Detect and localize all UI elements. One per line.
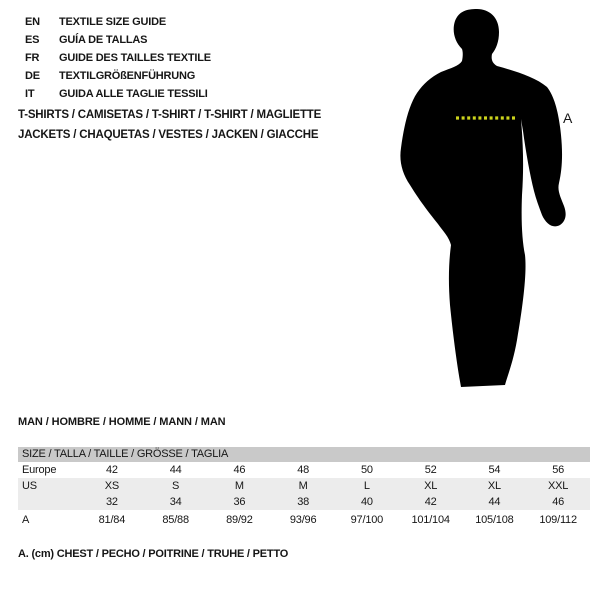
language-row: [25, 85, 211, 103]
language-list: [25, 13, 211, 103]
language-code: IT: [25, 88, 35, 100]
size-cell: 46: [233, 464, 246, 476]
table-row: [18, 478, 590, 494]
size-cell: 109/112: [539, 514, 577, 526]
size-cell: 40: [360, 496, 373, 508]
size-cell: M: [234, 480, 244, 492]
language-code: ES: [25, 34, 40, 46]
measure-label-a: A: [563, 110, 573, 126]
category-lines: [18, 106, 321, 145]
size-cell: 44: [169, 464, 182, 476]
size-cell: 85/88: [162, 514, 189, 526]
language-row: [25, 13, 211, 31]
language-title: GUÍA DE TALLAS: [59, 34, 148, 46]
size-cell: L: [363, 480, 370, 492]
size-cell: 101/104: [411, 514, 450, 526]
size-cell: 46: [552, 496, 565, 508]
language-title: TEXTILE SIZE GUIDE: [59, 16, 167, 28]
size-cell: 50: [360, 464, 373, 476]
size-cell: 93/96: [289, 514, 317, 526]
language-code: FR: [25, 52, 40, 64]
size-cell: 81/84: [98, 514, 126, 526]
size-table: [18, 447, 590, 530]
language-row: [25, 31, 211, 49]
size-cell: 89/92: [226, 514, 253, 526]
row-label: A: [22, 514, 30, 526]
size-table-body: [18, 462, 590, 530]
size-cell: XXL: [548, 480, 569, 492]
table-row: [18, 462, 590, 478]
size-cell: 32: [105, 496, 118, 508]
row-label: [18, 494, 80, 510]
size-cell: XL: [424, 480, 438, 492]
size-table-header: SIZE / TALLA / TAILLE / GRÖSSE / TAGLIA: [18, 447, 590, 462]
size-cell: 56: [552, 464, 565, 476]
size-cell: 42: [105, 464, 118, 476]
man-figure: [393, 5, 583, 390]
size-cell: 48: [297, 464, 310, 476]
size-cell: 42: [424, 496, 437, 508]
size-cell: M: [298, 480, 308, 492]
language-row: [25, 67, 211, 85]
language-code: DE: [25, 70, 40, 82]
section-title: MAN / HOMBRE / HOMME / MANN / MAN: [18, 416, 226, 428]
row-label: US: [22, 480, 37, 492]
size-cell: S: [172, 480, 180, 492]
size-cell: 97/100: [350, 514, 384, 526]
table-row: [18, 510, 590, 530]
language-code: EN: [25, 16, 40, 28]
size-cell: XS: [104, 480, 120, 492]
measure-footnote: A. (cm) CHEST / PECHO / POITRINE / TRUHE / PETTO: [18, 548, 289, 560]
size-cell: 52: [424, 464, 437, 476]
size-cell: 105/108: [475, 514, 514, 526]
category-line-jackets: JACKETS / CHAQUETAS / VESTES / JACKEN / GIACCHE: [18, 128, 319, 141]
table-row: [18, 494, 590, 510]
language-row: [25, 49, 211, 67]
size-cell: 44: [488, 496, 501, 508]
size-cell: 36: [233, 496, 246, 508]
category-line-tshirts: T-SHIRTS / CAMISETAS / T-SHIRT / T-SHIRT / MAGLIETTE: [18, 109, 322, 121]
language-title: TEXTILGRÖßENFÜHRUNG: [59, 70, 196, 82]
row-label: Europe: [22, 464, 57, 476]
language-title: GUIDE DES TAILLES TEXTILE: [59, 52, 211, 64]
size-cell: 34: [169, 496, 182, 508]
size-cell: 38: [297, 496, 310, 508]
man-silhouette: [393, 5, 583, 390]
language-title: GUIDA ALLE TAGLIE TESSILI: [59, 88, 208, 100]
size-cell: XL: [487, 480, 501, 492]
size-cell: 54: [488, 464, 501, 476]
